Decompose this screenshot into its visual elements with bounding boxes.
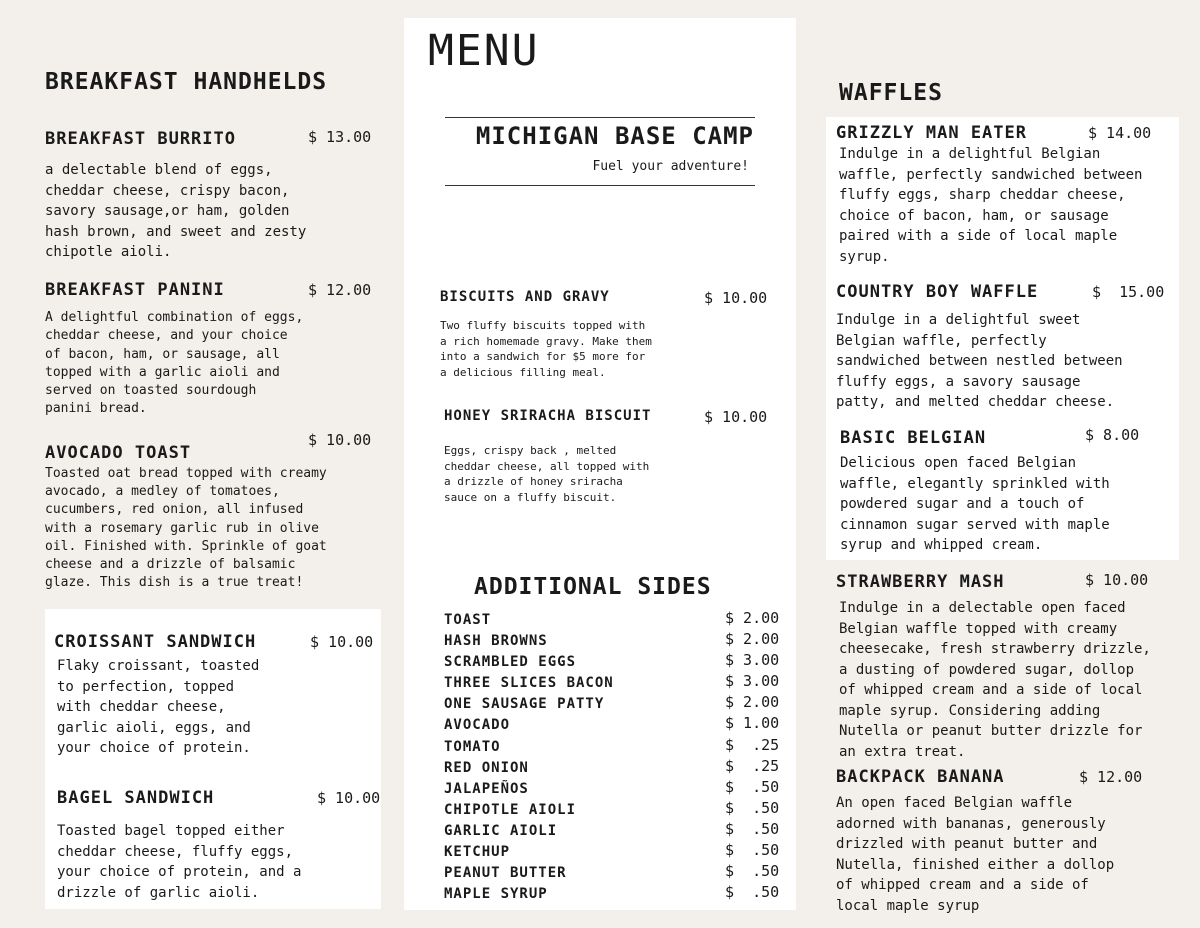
item-desc-basic-belgian: Delicious open faced Belgian waffle, elegantly sprinkled with powdered sugar and a touch of cinnamon sugar served with maple syrup and whipped cream. [840, 455, 1110, 553]
side-row-ketchup [444, 841, 784, 862]
side-name: RED ONION [444, 759, 529, 776]
menu-title: MENU [428, 26, 540, 76]
brand-rule-bottom [445, 185, 755, 186]
side-row-chipotle-aioli [444, 799, 784, 820]
side-name: ONE SAUSAGE PATTY [444, 696, 605, 713]
item-desc-strawberry-mash: Indulge in a delectable open faced Belgian waffle topped with creamy cheesecake, fresh strawberry drizzle, a dusting of powdered sugar, dollop of whipped cream and a side of local maple syrup. Considering adding Nutella or peanut butter drizzle for an extra treat. [839, 600, 1151, 760]
side-price: $ 1.00 [725, 714, 780, 733]
item-price-strawberry-mash: $ 10.00 [1085, 571, 1149, 589]
item-desc-backpack-banana: An open faced Belgian waffle adorned with bananas, generously drizzled with peanut butter and Nutella, finished either a dollop of whipped cream and a side of local maple syrup [836, 795, 1115, 914]
item-desc-grizzly-man-eater: Indulge in a delightful Belgian waffle, perfectly sandwiched between fluffy eggs, sharp cheddar cheese, choice of bacon, ham, or sausage paired with a side of local maple syrup. [839, 146, 1143, 265]
item-name-strawberry-mash: STRAWBERRY MASH [836, 572, 1005, 592]
side-price: $ .50 [725, 777, 780, 796]
breakfast-heading: BREAKFAST HANDHELDS [45, 69, 328, 95]
side-price: $ .50 [725, 798, 780, 817]
item-name-grizzly-man-eater: GRIZZLY MAN EATER [836, 123, 1027, 143]
item-desc-country-boy-waffle: Indulge in a delightful sweet Belgian waffle, perfectly sandwiched between nestled between fluffy eggs, a savory sausage patty, and melted cheddar cheese. [836, 312, 1123, 410]
item-name-biscuits-and-gravy: BISCUITS AND GRAVY [440, 289, 610, 305]
side-price: $ 3.00 [725, 651, 780, 670]
item-price-biscuits-and-gravy: $ 10.00 [704, 289, 768, 307]
side-name: TOAST [444, 612, 492, 628]
side-price: $ 3.00 [725, 672, 780, 691]
side-name: HASH BROWNS [444, 633, 548, 650]
item-name-backpack-banana: BACKPACK BANANA [836, 767, 1005, 787]
item-price-breakfast-burrito: $ 13.00 [308, 128, 372, 146]
sides-heading: ADDITIONAL SIDES [474, 574, 712, 600]
side-row-peanut-butter [444, 862, 784, 883]
side-name: MAPLE SYRUP [444, 886, 548, 903]
item-desc-bagel-sandwich: Toasted bagel topped either cheddar cheese, fluffy eggs, your choice of protein, and a drizzle of garlic aioli. [57, 823, 302, 901]
side-price: $ .50 [725, 883, 780, 902]
side-name: SCRAMBLED EGGS [444, 654, 577, 671]
side-name: GARLIC AIOLI [444, 822, 558, 839]
side-row-toast [444, 609, 784, 630]
item-name-avocado-toast: AVOCADO TOAST [45, 443, 192, 463]
side-name: CHIPOTLE AIOLI [444, 801, 577, 818]
side-name: JALAPEÑOS [444, 780, 529, 797]
side-row-tomato [444, 736, 784, 757]
side-price: $ 2.00 [725, 693, 780, 712]
side-row-red-onion [444, 757, 784, 778]
side-price: $ .50 [725, 819, 780, 838]
side-price: $ 2.00 [725, 630, 780, 649]
item-name-breakfast-burrito: BREAKFAST BURRITO [45, 129, 236, 149]
item-name-basic-belgian: BASIC BELGIAN [840, 428, 987, 448]
side-row-jalapenos [444, 778, 784, 799]
side-row-three-slices-bacon [444, 672, 784, 693]
side-name: THREE SLICES BACON [444, 675, 614, 692]
side-row-hash-browns [444, 630, 784, 651]
side-row-maple-syrup [444, 883, 784, 904]
item-desc-breakfast-panini: A delightful combination of eggs, cheddar cheese, and your choice of bacon, ham, or sausage, all topped with a garlic aioli and served on toasted sourdough panini bread. [45, 310, 304, 417]
side-price: $ .50 [725, 862, 780, 881]
item-price-honey-sriracha-biscuit: $ 10.00 [704, 408, 768, 426]
side-row-one-sausage-patty [444, 693, 784, 714]
item-price-basic-belgian: $ 8.00 [1085, 426, 1140, 444]
item-price-backpack-banana: $ 12.00 [1079, 768, 1143, 786]
tagline: Fuel your adventure! [592, 159, 749, 174]
side-price: $ 2.00 [725, 609, 780, 627]
item-name-honey-sriracha-biscuit: HONEY SRIRACHA BISCUIT [444, 408, 652, 424]
item-desc-croissant-sandwich: Flaky croissant, toasted to perfection, topped with cheddar cheese, garlic aioli, eggs, and your choice of protein. [57, 658, 260, 756]
item-desc-honey-sriracha-biscuit: Eggs, crispy back , melted cheddar cheese, all topped with a drizzle of honey sriracha sauce on a fluffy biscuit. [444, 444, 650, 504]
waffles-heading: WAFFLES [839, 80, 943, 106]
side-price: $ .25 [725, 735, 780, 754]
item-name-country-boy-waffle: COUNTRY BOY WAFFLE [836, 282, 1039, 302]
item-name-breakfast-panini: BREAKFAST PANINI [45, 280, 225, 300]
side-name: TOMATO [444, 738, 501, 755]
side-row-avocado [444, 714, 784, 735]
item-desc-breakfast-burrito: a delectable blend of eggs, cheddar cheese, crispy bacon, savory sausage,or ham, golden hash brown, and sweet and zesty chipotle aioli. [45, 162, 307, 260]
item-name-bagel-sandwich: BAGEL SANDWICH [57, 788, 215, 808]
side-name: KETCHUP [444, 844, 511, 861]
item-price-country-boy-waffle: $ 15.00 [1092, 283, 1165, 301]
item-desc-biscuits-and-gravy: Two fluffy biscuits topped with a rich homemade gravy. Make them into a sandwich for $5 more for a delicious filling meal. [440, 319, 652, 379]
side-name: AVOCADO [444, 717, 511, 734]
brand-rule-top [445, 117, 755, 118]
side-price: $ .25 [725, 756, 780, 775]
item-price-bagel-sandwich: $ 10.00 [317, 789, 381, 807]
sides-list [444, 609, 784, 904]
item-price-avocado-toast: $ 10.00 [308, 431, 372, 449]
side-row-garlic-aioli [444, 820, 784, 841]
item-price-breakfast-panini: $ 12.00 [308, 281, 372, 299]
item-price-croissant-sandwich: $ 10.00 [310, 633, 374, 651]
brand-name: MICHIGAN BASE CAMP [475, 122, 754, 150]
side-row-scrambled-eggs [444, 651, 784, 672]
item-price-grizzly-man-eater: $ 14.00 [1088, 124, 1152, 142]
item-desc-avocado-toast: Toasted oat bread topped with creamy avocado, a medley of tomatoes, cucumbers, red onion, all infused with a rosemary garlic rub in olive oil. Finished with. Sprinkle of goat cheese and a drizzle of balsamic glaze. This dish is a true treat! [45, 466, 327, 591]
item-name-croissant-sandwich: CROISSANT SANDWICH [54, 632, 257, 652]
side-name: PEANUT BUTTER [444, 865, 567, 882]
side-price: $ .50 [725, 841, 780, 860]
